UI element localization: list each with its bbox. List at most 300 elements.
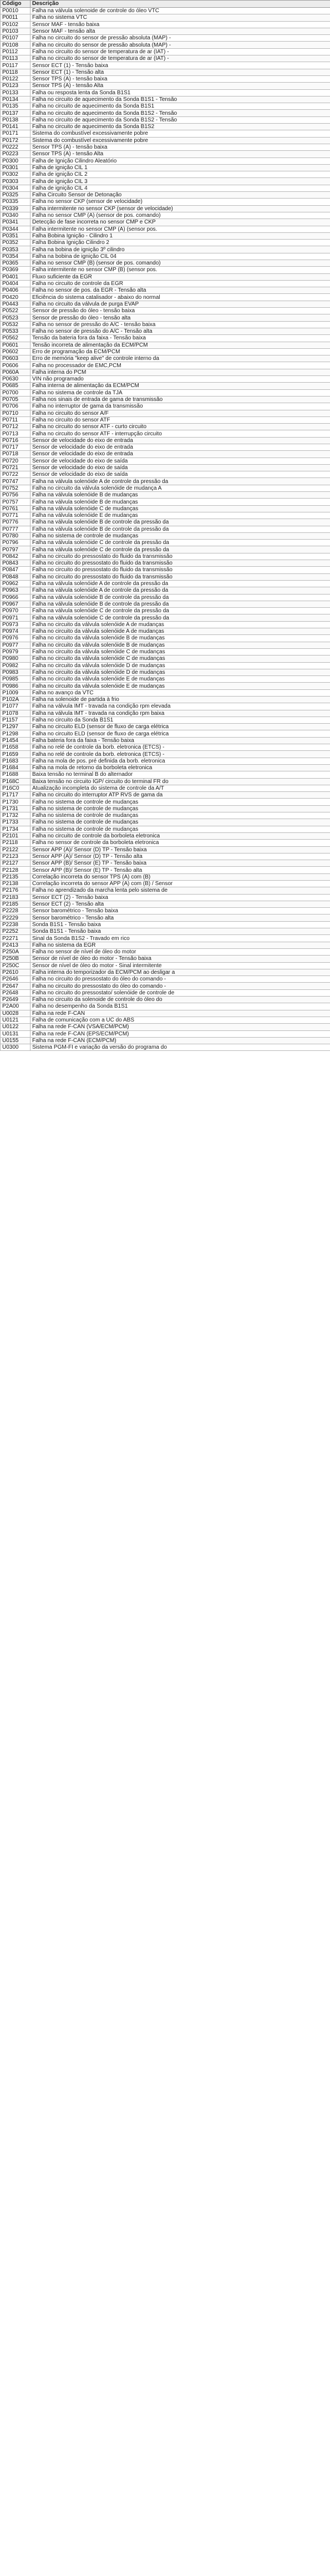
dtc-description-cell: Falha intermitente no sensor CKP (sensor de velocidade) bbox=[31, 205, 330, 212]
dtc-code-cell: P0404 bbox=[1, 280, 31, 287]
dtc-description-cell: Atualização incompleta do sistema de controle da A/T bbox=[31, 785, 330, 791]
dtc-description-cell: Falha na válvula solenóide C de mudanças bbox=[31, 505, 330, 512]
table-row bbox=[1, 280, 330, 287]
table-row bbox=[1, 744, 330, 751]
dtc-code-cell: P0986 bbox=[1, 683, 31, 689]
table-row bbox=[1, 403, 330, 410]
dtc-description-cell: Falha na bobina de ignição CIL 04 bbox=[31, 253, 330, 260]
dtc-description-cell: Sensor TPS (A) - tensão baixa bbox=[31, 144, 330, 150]
dtc-description-cell: Falha no sensor de pos. da EGR - Tensão alta bbox=[31, 287, 330, 294]
dtc-description-cell: Falha na válvula solenóide B de controle da pressão da bbox=[31, 526, 330, 532]
dtc-code-cell: P0985 bbox=[1, 676, 31, 683]
dtc-code-cell: P2646 bbox=[1, 976, 31, 983]
dtc-code-cell: P2118 bbox=[1, 840, 31, 846]
table-row bbox=[1, 130, 330, 137]
dtc-code-cell: P0339 bbox=[1, 205, 31, 212]
dtc-description-cell: Sensor de velocidade do eixo de saída bbox=[31, 464, 330, 471]
dtc-description-cell: Falha na rede F-CAN (VSA/ECM/PCM) bbox=[31, 1024, 330, 1030]
dtc-description-cell: Falha ou resposta lenta da Sonda B1S1 bbox=[31, 89, 330, 96]
table-row bbox=[1, 1030, 330, 1037]
dtc-code-cell: P0420 bbox=[1, 294, 31, 301]
table-row bbox=[1, 14, 330, 21]
dtc-description-cell: Falha no circuito ELD (sensor de fluxo de carga elétrica bbox=[31, 724, 330, 730]
dtc-code-cell: P2252 bbox=[1, 928, 31, 935]
dtc-code-cell: P0171 bbox=[1, 130, 31, 137]
dtc-description-cell: Falha no circuito de aquecimento da Sonda B1S2 - Tensão bbox=[31, 116, 330, 123]
dtc-code-cell: P0523 bbox=[1, 314, 31, 321]
dtc-code-cell: P0716 bbox=[1, 437, 31, 444]
dtc-code-cell: P0133 bbox=[1, 89, 31, 96]
table-row bbox=[1, 519, 330, 526]
dtc-code-cell: P0963 bbox=[1, 587, 31, 594]
table-row bbox=[1, 62, 330, 69]
dtc-description-cell: Falha no sistema de controle de mudanças bbox=[31, 819, 330, 826]
table-row bbox=[1, 83, 330, 89]
table-row bbox=[1, 908, 330, 914]
dtc-description-cell: Falha no sistema VTC bbox=[31, 14, 330, 21]
dtc-code-cell: U0028 bbox=[1, 1010, 31, 1017]
dtc-description-cell: Falha no sistema de controle de mudanças bbox=[31, 805, 330, 812]
dtc-code-cell: U0155 bbox=[1, 1037, 31, 1044]
dtc-description-cell: Falha no sistema de controle de mudanças bbox=[31, 532, 330, 539]
dtc-code-cell: P2138 bbox=[1, 881, 31, 887]
table-row bbox=[1, 867, 330, 873]
dtc-code-cell: P0980 bbox=[1, 656, 31, 662]
table-row bbox=[1, 983, 330, 989]
table-row bbox=[1, 860, 330, 867]
table-row bbox=[1, 8, 330, 14]
dtc-description-cell: Sonda B1S1 - Tensão baixa bbox=[31, 921, 330, 928]
dtc-code-cell: P0107 bbox=[1, 35, 31, 42]
dtc-code-cell: P0222 bbox=[1, 144, 31, 150]
dtc-description-cell: Sensor MAF - tensão alta bbox=[31, 28, 330, 34]
dtc-code-cell: P0122 bbox=[1, 75, 31, 82]
dtc-code-cell: P0721 bbox=[1, 464, 31, 471]
dtc-description-cell: Correlação incorreta do sensor APP (A) com (B) / Sensor bbox=[31, 881, 330, 887]
dtc-description-cell: Falha Bobina Ignição Cilindro 2 bbox=[31, 240, 330, 246]
dtc-description-cell: Falha no circuito do sensor A/F bbox=[31, 410, 330, 416]
dtc-code-cell: P1717 bbox=[1, 792, 31, 799]
table-row bbox=[1, 873, 330, 880]
table-row bbox=[1, 1010, 330, 1017]
dtc-code-cell: P0973 bbox=[1, 621, 31, 628]
dtc-code-cell: P0011 bbox=[1, 14, 31, 21]
table-row bbox=[1, 424, 330, 430]
table-row bbox=[1, 505, 330, 512]
dtc-description-cell: Falha no circuito da válvula solenóide A de mudanças bbox=[31, 621, 330, 628]
dtc-description-cell: Falha na solenoide de partida à frio bbox=[31, 696, 330, 703]
dtc-code-cell: P0354 bbox=[1, 253, 31, 260]
dtc-description-cell: Sensor de pressão do óleo - tensão baixa bbox=[31, 308, 330, 314]
table-row bbox=[1, 914, 330, 921]
dtc-code-cell: P1454 bbox=[1, 737, 31, 744]
table-row bbox=[1, 416, 330, 423]
dtc-description-cell: Falha no sensor de pressão do A/C - Tensão alta bbox=[31, 328, 330, 334]
table-row bbox=[1, 389, 330, 396]
dtc-code-cell: P0966 bbox=[1, 594, 31, 601]
dtc-description-cell: Falha de comunicação com a UC do ABS bbox=[31, 1017, 330, 1023]
dtc-code-cell: P0847 bbox=[1, 567, 31, 573]
dtc-description-cell: Falha no relé de controle da borb. eletronica (ETCS) - bbox=[31, 744, 330, 751]
dtc-code-cell: P0137 bbox=[1, 110, 31, 116]
table-row bbox=[1, 444, 330, 451]
dtc-code-cell: P2647 bbox=[1, 983, 31, 989]
dtc-code-cell: P0112 bbox=[1, 48, 31, 55]
dtc-code-cell: P0983 bbox=[1, 669, 31, 675]
dtc-description-cell: Sonda B1S1 - Tensão baixa bbox=[31, 928, 330, 935]
dtc-description-cell: Falha no circuito ELD (sensor de fluxo de carga elétrica bbox=[31, 730, 330, 737]
dtc-code-cell: P0141 bbox=[1, 124, 31, 130]
dtc-code-cell: P0967 bbox=[1, 601, 31, 607]
dtc-description-cell: Falha no relé de controle da borb. eletronica (ETCS) - bbox=[31, 751, 330, 758]
dtc-code-cell: P168C bbox=[1, 778, 31, 785]
table-row bbox=[1, 648, 330, 655]
table-row bbox=[1, 157, 330, 164]
table-row bbox=[1, 383, 330, 389]
table-row bbox=[1, 260, 330, 266]
table-row bbox=[1, 328, 330, 334]
dtc-description-cell: Falha no sistema de controle de mudanças bbox=[31, 799, 330, 805]
dtc-code-cell: P2101 bbox=[1, 832, 31, 839]
table-row bbox=[1, 560, 330, 567]
dtc-code-cell: P1732 bbox=[1, 812, 31, 819]
dtc-code-cell: P1733 bbox=[1, 819, 31, 826]
dtc-description-cell: Falha no circuito do sensor ATF - curto circuito bbox=[31, 424, 330, 430]
table-row bbox=[1, 471, 330, 478]
dtc-description-cell: Erro de programação da ECM/PCM bbox=[31, 348, 330, 355]
table-row bbox=[1, 846, 330, 853]
dtc-description-cell: Falha no circuito do sensor ATF - interrupção circuito bbox=[31, 430, 330, 437]
dtc-description-cell: Falha na válvula solenóide C de controle da pressão da bbox=[31, 540, 330, 546]
table-row bbox=[1, 512, 330, 519]
dtc-description-cell: Falha no circuito do sensor de temperatura de ar (IAT) - bbox=[31, 48, 330, 55]
dtc-description-cell: Falha no circuito do sensor de pressão absoluta (MAP) - bbox=[31, 35, 330, 42]
dtc-code-cell: P0300 bbox=[1, 157, 31, 164]
dtc-code-cell: P0971 bbox=[1, 614, 31, 621]
dtc-description-cell: Falha Circuito Sensor de Detonação bbox=[31, 192, 330, 199]
dtc-description-cell: Tensão incorreta de alimentação da ECM/PCM bbox=[31, 342, 330, 348]
dtc-description-cell: Sensor ECT (2) - Tensão baixa bbox=[31, 894, 330, 901]
dtc-description-cell: Falha no circuito da válvula solenóide C de mudanças bbox=[31, 656, 330, 662]
dtc-code-cell: P0603 bbox=[1, 355, 31, 362]
dtc-description-cell: Falha no circuito do pressostato do fluido da transmissão bbox=[31, 560, 330, 567]
table-row bbox=[1, 499, 330, 505]
table-row bbox=[1, 314, 330, 321]
dtc-code-cell: P1684 bbox=[1, 764, 31, 771]
table-row bbox=[1, 458, 330, 464]
dtc-description-cell: Falha interna de alimentação da ECM/PCM bbox=[31, 383, 330, 389]
table-row bbox=[1, 355, 330, 362]
dtc-code-cell: P250B bbox=[1, 956, 31, 962]
dtc-code-cell: P0353 bbox=[1, 246, 31, 253]
dtc-description-cell: Falha na mola de pos. pré definida da borb. eletronica bbox=[31, 758, 330, 764]
table-row bbox=[1, 689, 330, 696]
dtc-description-cell: Falha no circuito da válvula solenóide A de mudanças bbox=[31, 628, 330, 635]
dtc-description-cell: Falha no circuito do pressostato do fluido da transmissão bbox=[31, 573, 330, 580]
dtc-description-cell: Falha no sistema de controle de mudanças bbox=[31, 812, 330, 819]
dtc-description-cell: Falha no sistema de controle da TJA bbox=[31, 389, 330, 396]
table-row bbox=[1, 656, 330, 662]
table-row bbox=[1, 69, 330, 75]
table-row bbox=[1, 1003, 330, 1010]
dtc-code-cell: P1734 bbox=[1, 826, 31, 832]
dtc-description-cell: Falha bateria fora da faixa - Tensão baixa bbox=[31, 737, 330, 744]
dtc-description-cell: Sensor ECT (1) - Tensão alta bbox=[31, 69, 330, 75]
table-row bbox=[1, 894, 330, 901]
table-row bbox=[1, 662, 330, 669]
table-row bbox=[1, 75, 330, 82]
dtc-description-cell: Falha nos sinais de entrada de gama de transmissão bbox=[31, 396, 330, 403]
table-row bbox=[1, 178, 330, 185]
column-header-code: Código bbox=[1, 1, 31, 8]
dtc-description-cell: Falha na válvula solenóide C de controle da pressão da bbox=[31, 608, 330, 614]
dtc-description-cell: Falha de ignição CIL 2 bbox=[31, 171, 330, 178]
dtc-code-cell: P0113 bbox=[1, 55, 31, 62]
table-row bbox=[1, 89, 330, 96]
dtc-code-cell: P0172 bbox=[1, 137, 31, 144]
table-row bbox=[1, 642, 330, 648]
table-row bbox=[1, 771, 330, 778]
table-row bbox=[1, 492, 330, 499]
column-header-description: Descrição bbox=[31, 1, 330, 8]
dtc-description-cell: Sensor TPS (A) - tensão Alta bbox=[31, 151, 330, 157]
dtc-description-cell: Falha de ignição CIL 4 bbox=[31, 185, 330, 191]
dtc-code-cell: P0108 bbox=[1, 42, 31, 48]
dtc-code-cell: P0979 bbox=[1, 648, 31, 655]
table-row bbox=[1, 226, 330, 232]
table-row bbox=[1, 710, 330, 717]
table-row bbox=[1, 764, 330, 771]
table-row bbox=[1, 437, 330, 444]
dtc-description-cell: Falha de ignição CIL 1 bbox=[31, 164, 330, 171]
table-row bbox=[1, 792, 330, 799]
dtc-description-cell: Falha no circuito de controle da EGR bbox=[31, 280, 330, 287]
table-row bbox=[1, 185, 330, 191]
dtc-description-cell: Falha na rede F-CAN (EPS/ECM/PCM) bbox=[31, 1030, 330, 1037]
dtc-code-cell: P2649 bbox=[1, 997, 31, 1003]
dtc-description-cell: Falha no avanço da VTC bbox=[31, 689, 330, 696]
table-row bbox=[1, 669, 330, 675]
dtc-code-cell: P0711 bbox=[1, 416, 31, 423]
dtc-description-cell: Falha de ignição CIL 3 bbox=[31, 178, 330, 185]
dtc-code-cell: P0010 bbox=[1, 8, 31, 14]
table-row bbox=[1, 376, 330, 383]
table-row bbox=[1, 812, 330, 819]
table-row bbox=[1, 621, 330, 628]
dtc-code-cell: U0131 bbox=[1, 1030, 31, 1037]
dtc-code-cell: P0717 bbox=[1, 444, 31, 451]
dtc-description-cell: Sensor de velocidade do eixo de entrada bbox=[31, 437, 330, 444]
dtc-description-cell: Baixa tensão no terminal B do alternador bbox=[31, 771, 330, 778]
dtc-code-cell: P1658 bbox=[1, 744, 31, 751]
table-row bbox=[1, 608, 330, 614]
dtc-code-cell: P0301 bbox=[1, 164, 31, 171]
table-row bbox=[1, 758, 330, 764]
table-row bbox=[1, 969, 330, 975]
dtc-code-cell: P0700 bbox=[1, 389, 31, 396]
dtc-description-cell: Falha no circuito da válvula solenóide B de mudanças bbox=[31, 642, 330, 648]
dtc-code-cell: P1688 bbox=[1, 771, 31, 778]
dtc-description-cell: Falha no sistema da EGR bbox=[31, 942, 330, 948]
table-row bbox=[1, 410, 330, 416]
table-row bbox=[1, 703, 330, 710]
dtc-code-cell: P0102 bbox=[1, 21, 31, 28]
dtc-description-cell: Falha no circuito de aquecimento da Sonda B1S1 - Tensão bbox=[31, 96, 330, 103]
dtc-code-cell: P2229 bbox=[1, 914, 31, 921]
table-row bbox=[1, 587, 330, 594]
dtc-code-cell: P2128 bbox=[1, 867, 31, 873]
header-row bbox=[1, 1, 330, 8]
dtc-code-cell: P1157 bbox=[1, 717, 31, 723]
dtc-description-cell: Falha no circuito da válvula solenóide E de mudanças bbox=[31, 676, 330, 683]
dtc-code-cell: P0761 bbox=[1, 505, 31, 512]
table-row bbox=[1, 485, 330, 491]
table-row bbox=[1, 853, 330, 860]
dtc-code-cell: P0117 bbox=[1, 62, 31, 69]
dtc-code-cell: P0401 bbox=[1, 273, 31, 280]
dtc-code-cell: P0369 bbox=[1, 267, 31, 273]
table-row bbox=[1, 124, 330, 130]
dtc-description-cell: Falha intermitente no sensor CMP (B) (sensor pos. bbox=[31, 267, 330, 273]
dtc-description-cell: Falha na mola de retorno da borboleta eletronica bbox=[31, 764, 330, 771]
table-row bbox=[1, 628, 330, 635]
table-row bbox=[1, 151, 330, 157]
table-body bbox=[1, 8, 330, 1051]
dtc-code-cell: P0752 bbox=[1, 485, 31, 491]
table-row bbox=[1, 55, 330, 62]
dtc-code-cell: P0848 bbox=[1, 573, 31, 580]
dtc-description-cell: Falha no processador de EMC,PCM bbox=[31, 362, 330, 369]
dtc-code-cell: P2183 bbox=[1, 894, 31, 901]
dtc-description-cell: Falha no desempenho da Sonda B1S1 bbox=[31, 1003, 330, 1010]
table-row bbox=[1, 144, 330, 150]
dtc-description-cell: Falha no circuito do pressostato do óleo do comando - bbox=[31, 983, 330, 989]
dtc-code-cell: P0325 bbox=[1, 192, 31, 199]
table-row bbox=[1, 199, 330, 205]
dtc-description-cell: Correlação incorreta do sensor TPS (A) com (B) bbox=[31, 873, 330, 880]
dtc-code-cell: P2127 bbox=[1, 860, 31, 867]
dtc-description-cell: Falha na válvula solenóide B de mudanças bbox=[31, 499, 330, 505]
table-row bbox=[1, 1024, 330, 1030]
dtc-code-cell: P0970 bbox=[1, 608, 31, 614]
dtc-code-cell: P0722 bbox=[1, 471, 31, 478]
dtc-description-cell: Sensor de velocidade do eixo de saída bbox=[31, 471, 330, 478]
dtc-description-cell: Falha na válvula solenóide C de controle da pressão da bbox=[31, 614, 330, 621]
dtc-description-cell: Falha na válvula solenóide E de mudanças bbox=[31, 512, 330, 519]
dtc-description-cell: Falha na válvula solenóide B de controle da pressão da bbox=[31, 519, 330, 526]
dtc-code-cell: P1730 bbox=[1, 799, 31, 805]
table-row bbox=[1, 267, 330, 273]
dtc-description-cell: Sensor MAF - tensão baixa bbox=[31, 21, 330, 28]
dtc-code-cell: P2122 bbox=[1, 846, 31, 853]
table-row bbox=[1, 976, 330, 983]
dtc-code-cell: U0300 bbox=[1, 1044, 31, 1051]
table-row bbox=[1, 546, 330, 553]
table-row bbox=[1, 164, 330, 171]
dtc-code-cell: P0796 bbox=[1, 540, 31, 546]
table-row bbox=[1, 212, 330, 219]
dtc-table bbox=[0, 0, 330, 1051]
dtc-code-cell: P0103 bbox=[1, 28, 31, 34]
table-row bbox=[1, 580, 330, 587]
dtc-description-cell: Sensor de velocidade do eixo de entrada bbox=[31, 444, 330, 451]
dtc-code-cell: P0302 bbox=[1, 171, 31, 178]
dtc-code-cell: P0710 bbox=[1, 410, 31, 416]
dtc-code-cell: P0601 bbox=[1, 342, 31, 348]
table-row bbox=[1, 240, 330, 246]
dtc-code-cell: P0602 bbox=[1, 348, 31, 355]
dtc-description-cell: Falha intermitente no sensor CMP (A) (sensor pos. bbox=[31, 226, 330, 232]
table-row bbox=[1, 1017, 330, 1023]
dtc-description-cell: Sensor de nível de óleo do motor - Tensão baixa bbox=[31, 956, 330, 962]
dtc-description-cell: Baixa tensão no circuito IGP/ circuito do terminal FR do bbox=[31, 778, 330, 785]
table-row bbox=[1, 192, 330, 199]
dtc-code-cell: P0533 bbox=[1, 328, 31, 334]
table-row bbox=[1, 253, 330, 260]
table-row bbox=[1, 826, 330, 832]
dtc-code-cell: P0443 bbox=[1, 301, 31, 307]
dtc-description-cell: Falha no circuito do pressostato do óleo do comando - bbox=[31, 976, 330, 983]
dtc-code-cell: P0135 bbox=[1, 103, 31, 110]
dtc-description-cell: Sensor barométrico - Tensão alta bbox=[31, 914, 330, 921]
table-row bbox=[1, 676, 330, 683]
dtc-description-cell: Sensor de nível de óleo do motor - Sinal intermitente bbox=[31, 962, 330, 969]
dtc-code-cell: P0685 bbox=[1, 383, 31, 389]
table-row bbox=[1, 294, 330, 301]
dtc-code-cell: P1078 bbox=[1, 710, 31, 717]
dtc-description-cell: Falha Bobina Ignição - Cilindro 1 bbox=[31, 232, 330, 239]
table-row bbox=[1, 540, 330, 546]
table-row bbox=[1, 901, 330, 907]
table-row bbox=[1, 717, 330, 723]
dtc-description-cell: Sensor ECT (2) - Tensão alta bbox=[31, 901, 330, 907]
dtc-description-cell: Falha no sensor de controle da borboleta eletronica bbox=[31, 840, 330, 846]
table-row bbox=[1, 430, 330, 437]
dtc-code-cell: P250A bbox=[1, 948, 31, 955]
dtc-code-cell: P0747 bbox=[1, 478, 31, 485]
dtc-code-cell: P0118 bbox=[1, 69, 31, 75]
dtc-code-cell: P1683 bbox=[1, 758, 31, 764]
table-row bbox=[1, 335, 330, 342]
table-row bbox=[1, 840, 330, 846]
dtc-description-cell: Falha no sensor de nível de óleo do motor bbox=[31, 948, 330, 955]
dtc-code-cell: P1077 bbox=[1, 703, 31, 710]
dtc-code-cell: P2228 bbox=[1, 908, 31, 914]
dtc-description-cell: Falha interna do temporizador da ECM/PCM ao desligar a bbox=[31, 969, 330, 975]
table-row bbox=[1, 805, 330, 812]
dtc-code-cell: P0720 bbox=[1, 458, 31, 464]
dtc-description-cell: Sensor de velocidade do eixo de entrada bbox=[31, 451, 330, 458]
dtc-code-cell: P250C bbox=[1, 962, 31, 969]
table-row bbox=[1, 553, 330, 560]
dtc-code-cell: P0976 bbox=[1, 635, 31, 642]
table-row bbox=[1, 819, 330, 826]
dtc-code-cell: P0757 bbox=[1, 499, 31, 505]
table-row bbox=[1, 21, 330, 28]
dtc-description-cell: Erro de memória "keep alive" de controle interno da bbox=[31, 355, 330, 362]
table-row bbox=[1, 308, 330, 314]
table-row bbox=[1, 1037, 330, 1044]
dtc-code-cell: P0974 bbox=[1, 628, 31, 635]
dtc-description-cell: Falha na bobina de ignição 3º cilindro bbox=[31, 246, 330, 253]
dtc-description-cell: Falha de Ignição Cilindro Aleatório bbox=[31, 157, 330, 164]
dtc-code-cell: U0122 bbox=[1, 1024, 31, 1030]
table-row bbox=[1, 48, 330, 55]
table-row bbox=[1, 342, 330, 348]
table-row bbox=[1, 362, 330, 369]
dtc-code-cell: P0777 bbox=[1, 526, 31, 532]
table-row bbox=[1, 451, 330, 458]
